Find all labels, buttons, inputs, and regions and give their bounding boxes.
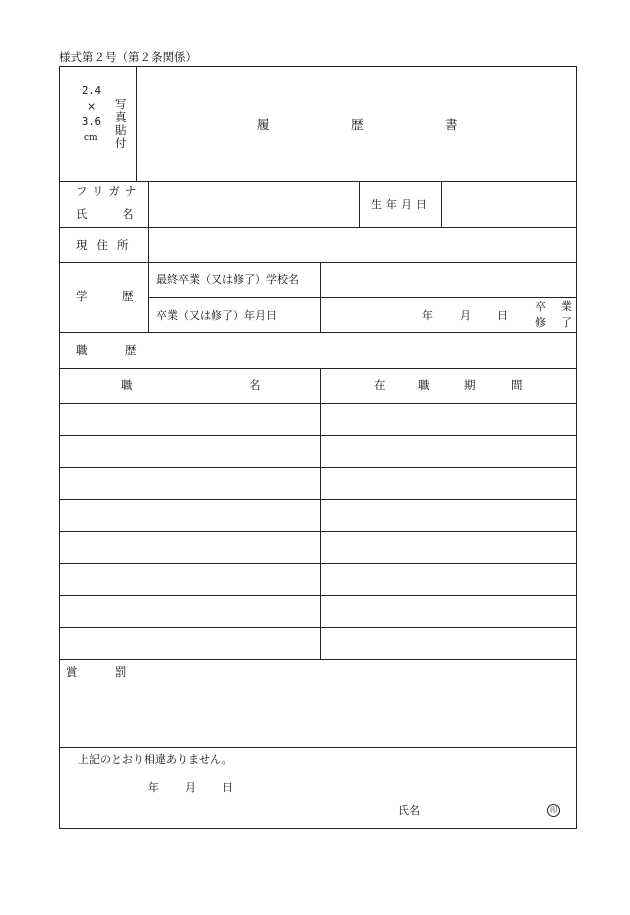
divider bbox=[441, 181, 442, 227]
divider bbox=[59, 368, 577, 369]
divider bbox=[148, 297, 577, 298]
divider bbox=[59, 403, 577, 404]
photo-text-1: 写 bbox=[115, 97, 127, 111]
grad-day-unit: 日 bbox=[497, 309, 508, 322]
divider bbox=[59, 659, 577, 660]
career-label-1: 職 bbox=[76, 343, 88, 357]
name-label-2: 名 bbox=[122, 207, 134, 221]
signature-name-label: 氏名 bbox=[398, 804, 420, 817]
photo-size-unit: cm bbox=[84, 133, 98, 143]
career-label-2: 歴 bbox=[125, 343, 137, 357]
seal-stamp-icon: 印 bbox=[547, 804, 560, 817]
photo-text-2: 真 bbox=[115, 110, 127, 124]
declaration-month-unit: 月 bbox=[185, 781, 196, 794]
period-header-2: 職 bbox=[418, 378, 430, 392]
divider bbox=[59, 499, 577, 500]
declaration-year-unit: 年 bbox=[148, 781, 159, 794]
grad-month-unit: 月 bbox=[460, 309, 471, 322]
job-title-header-1: 職 bbox=[121, 378, 133, 392]
birthdate-label: 生年月日 bbox=[371, 198, 431, 211]
education-label-2: 歴 bbox=[122, 289, 134, 303]
divider bbox=[320, 262, 321, 332]
awards-label-2: 罰 bbox=[115, 665, 127, 679]
address-label: 現住所 bbox=[76, 238, 138, 252]
awards-label-1: 賞 bbox=[66, 665, 78, 679]
divider bbox=[59, 595, 577, 596]
divider bbox=[359, 181, 360, 227]
period-header-1: 在 bbox=[374, 378, 386, 392]
divider bbox=[59, 181, 577, 182]
school-name-label: 最終卒業（又は修了）学校名 bbox=[156, 273, 299, 286]
divider bbox=[59, 563, 577, 564]
title-char-3: 書 bbox=[445, 117, 458, 132]
divider bbox=[320, 368, 321, 659]
photo-size-times: × bbox=[87, 100, 97, 113]
graduated-option-2: 業 bbox=[561, 300, 572, 313]
education-label-1: 学 bbox=[76, 289, 88, 303]
divider bbox=[59, 435, 577, 436]
form-number-label: 様式第２号（第２条関係） bbox=[59, 50, 197, 64]
graduated-option-1: 卒 bbox=[535, 300, 546, 313]
photo-size-height: 3.6 bbox=[82, 116, 101, 128]
divider bbox=[59, 531, 577, 532]
title-char-2: 歴 bbox=[351, 117, 364, 132]
completed-option-2: 了 bbox=[561, 316, 572, 329]
divider bbox=[59, 227, 577, 228]
divider bbox=[136, 66, 137, 181]
divider bbox=[59, 262, 577, 263]
divider bbox=[59, 747, 577, 748]
name-label-1: 氏 bbox=[76, 207, 88, 221]
completed-option-1: 修 bbox=[535, 316, 546, 329]
divider bbox=[59, 467, 577, 468]
job-title-header-2: 名 bbox=[249, 378, 261, 392]
photo-text-3: 貼 bbox=[115, 123, 127, 137]
divider bbox=[59, 332, 577, 333]
furigana-label: フリガナ bbox=[76, 184, 142, 198]
photo-size-width: 2.4 bbox=[82, 85, 101, 97]
grad-year-unit: 年 bbox=[422, 309, 433, 322]
period-header-4: 間 bbox=[511, 378, 523, 392]
title-char-1: 履 bbox=[257, 117, 270, 132]
photo-text-4: 付 bbox=[115, 136, 127, 150]
divider bbox=[59, 627, 577, 628]
divider bbox=[148, 181, 149, 332]
period-header-3: 期 bbox=[464, 378, 476, 392]
declaration-day-unit: 日 bbox=[222, 781, 233, 794]
graduation-date-label: 卒業（又は修了）年月日 bbox=[156, 309, 277, 322]
declaration-text: 上記のとおり相違ありません。 bbox=[78, 753, 233, 766]
